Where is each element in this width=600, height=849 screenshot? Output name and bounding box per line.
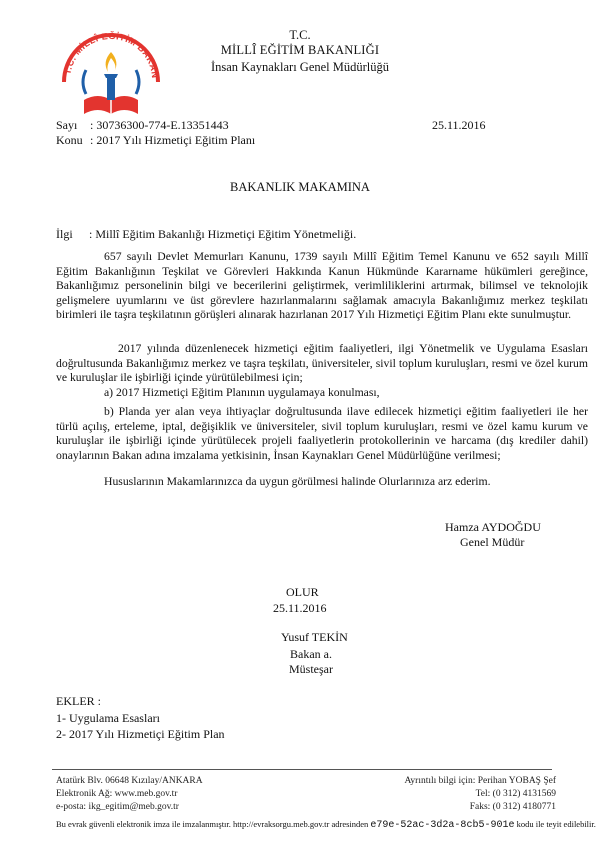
- body-closing: Hususlarının Makamlarınızca da uygun görülmesi halinde Olurlarınıza arz ederim.: [104, 475, 491, 488]
- sayi-value: : 30736300-774-E.13351443: [90, 118, 229, 132]
- attachments-title: EKLER :: [56, 694, 101, 708]
- header-ministry: MİLLÎ EĞİTİM BAKANLIĞI: [220, 43, 380, 57]
- konu-value: : 2017 Yılı Hizmetiçi Eğitim Planı: [90, 133, 256, 147]
- approval-date: 25.11.2016: [273, 601, 327, 615]
- footer-contact-person: Ayrıntılı bilgi için: Perihan YOBAŞ Şef: [404, 776, 556, 786]
- logo-lettering: T.C. MİLLÎ EĞİTİM BAKAN: [62, 30, 161, 79]
- approver-name: Yusuf TEKİN: [281, 630, 348, 644]
- footer-website: Elektronik Ağ: www.meb.gov.tr: [56, 789, 178, 799]
- addressee: BAKANLIK MAKAMINA: [230, 180, 370, 194]
- document-date: 25.11.2016: [432, 118, 486, 132]
- ilgi-label: İlgi: [56, 227, 73, 241]
- footer-fax: Faks: (0 312) 4180771: [469, 802, 556, 812]
- approver-role-2: Müsteşar: [289, 662, 333, 676]
- konu-label: Konu: [56, 133, 83, 147]
- footer-divider: [52, 769, 552, 770]
- signatory-title: Genel Müdür: [460, 535, 525, 549]
- verification-code: e79e-52ac-3d2a-8cb5-901e: [370, 820, 515, 831]
- sayi-label: Sayı: [56, 118, 78, 132]
- footer-address: Atatürk Blv. 06648 Kızılay/ANKARA: [56, 776, 203, 786]
- attachment-item: 1- Uygulama Esasları: [56, 711, 160, 725]
- footer-phone: Tel: (0 312) 4131569: [475, 789, 556, 799]
- body-item-b: b) Planda yer alan veya ihtiyaçlar doğrultusunda ilave edilecek hizmetiçi eğitim faaliyetleri ile her türlü açılış, erteleme, iptal, değişiklik ve üniversiteler, sivil toplum kuruluşları, resmi ve özel kamu kurum ve kuruluşlar ile işbirliği içinde yürütülecek projeli faaliyetlerin protokollerinin ve harcama (dış krediler dahil) onaylarının Bakan adına imzalama yetkisinin, İnsan Kaynakları Genel Müdürlüğüne verilmesi;: [56, 405, 588, 462]
- body-paragraph-2: 2017 yılında düzenlenecek hizmetiçi eğitim faaliyetleri, ilgi Yönetmelik ve Uygulama Esasları doğrultusunda Bakanlığımız merkez ve taşra teşkilatı, üniversiteler, sivil toplum kuruluşları, resmi ve özel kurum ve kuruluşlar ile işbirliği içinde yürütülebilmesi için;: [56, 342, 588, 385]
- header-tc: T.C.: [289, 28, 311, 42]
- approval-olur: OLUR: [286, 585, 319, 599]
- signatory-name: Hamza AYDOĞDU: [445, 520, 541, 534]
- notice-text-post: kodu ile teyit edilebilir.: [516, 819, 596, 829]
- notice-text-pre: Bu evrak güvenli elektronik imza ile imzalanmıştır. http://evraksorgu.meb.gov.tr adresinden: [56, 819, 369, 829]
- ilgi-value: : Millî Eğitim Bakanlığı Hizmetiçi Eğitim Yönetmeliği.: [89, 227, 357, 241]
- header-department: İnsan Kaynakları Genel Müdürlüğü: [210, 60, 390, 74]
- approver-role-1: Bakan a.: [290, 647, 332, 661]
- body-item-a: a) 2017 Hizmetiçi Eğitim Planının uygulamaya konulması,: [104, 386, 380, 399]
- e-signature-notice: [56, 819, 596, 831]
- body-paragraph-1: 657 sayılı Devlet Memurları Kanunu, 1739 sayılı Millî Eğitim Temel Kanunu ve 652 sayılı Millî Eğitim Bakanlığının Teşkilat ve Görevleri Hakkında Kanun Hükmünde Kararname hükümleri gereğince, Bakanlığımız personelinin bilgi ve becerilerini geliştirmek, verimliliklerini artırmak, bilimsel ve teknolojik gelişmelere uyumlarını ve üst görevlere hazırlanmalarını sağlamak amacıyla Bakanlığımız merkez teşkilatı birimleri ile taşra teşkilatının görüşleri alınarak hazırlanan 2017 Yılı Hizmetiçi Eğitim Planı ekte sunulmuştur.: [56, 250, 588, 322]
- footer-email: e-posta: ikg_egitim@meb.gov.tr: [56, 802, 179, 812]
- attachment-item: 2- 2017 Yılı Hizmetiçi Eğitim Plan: [56, 727, 225, 741]
